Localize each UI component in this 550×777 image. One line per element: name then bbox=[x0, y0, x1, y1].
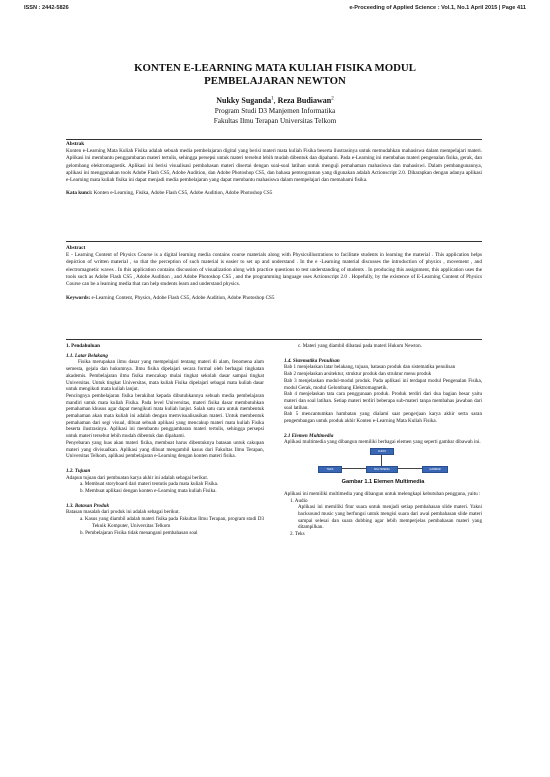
figure-caption: Gambar 1.1 Elemen Multimedia bbox=[341, 479, 425, 486]
abstrak-keywords bbox=[66, 190, 482, 197]
issn: ISSN : 2442-5826 bbox=[24, 5, 69, 11]
paragraph: Pencingnya pembelajaran fisika berakibat kepada dibutuhkannya sebuah media pembelajaran mandiri untuk mata kuliah Fisika. Pada level Universitas, materi fisika dasar membutuhkan pemahaman khusus agar dapat mengikuti mata kuliah lanjut. Salah satu cara untuk membentuk pemahaman akan mata kuliah ini adalah dengan memvisualisasikan materi. Untuk membentuk pemahaman dari segi visual, dibuat sebuah aplikasi yang mencakup materi mata kuliah Fisika beserta ilustrasinya. Aplikasi ini membantu penggambaran materi tertulis, sehingga persepsi untuk materi tersebut lebih mudah dibentuk dan dipahami. bbox=[66, 392, 264, 440]
section-heading: 1. Pendahuluan bbox=[66, 343, 100, 349]
paragraph: Aplikasi ini memiliki fitur suara untuk menjadi setiap pembahasan slide materi. Yakni backsound music yang berfungsi untuk mengisi suara dari awal pembahasan slide materi sampai selesai dan suara dubbing agar lebih memperjelas pembahasan materi yang ditampilkan. bbox=[298, 504, 482, 531]
author-sep: , bbox=[273, 96, 278, 105]
paragraph: Aplikasi ini memiliki multimedia yang dibangun untuk melengkapi kebutuhan pengguna, yaitu : bbox=[284, 490, 481, 497]
paragraph: Adapun tujuan dari pembuatan karya akhir ini adalah sebagai berikut. bbox=[66, 474, 209, 481]
paragraph: Bab 3 menjelaskan modul-modul produk. Pada aplikasi ini terdapat modul Pengenalan Fisika, modul Gerak, modul Gelombang Elektromagnetik. bbox=[284, 377, 482, 391]
author-name: Reza Budiawan bbox=[277, 96, 332, 105]
list-item: b. Membuat aplikasi dengan konten e-Learning mata kuliah Fisika. bbox=[80, 488, 217, 495]
subsection-heading: 1.2. Tujuan bbox=[66, 467, 91, 474]
keywords-text: Konten e-Learning, Fisika, Adobe Flash CS5, Adobe Audition, Adobe Photoshop CS5 bbox=[93, 190, 273, 197]
author-sup: 1 bbox=[271, 96, 274, 102]
diagram-node-gambar: GAMBAR bbox=[422, 466, 448, 473]
list-item: b. Pembelajaran Fisika tidak menangani pembahasan soal bbox=[80, 529, 198, 536]
title-line: PEMBELAJARAN NEWTON bbox=[204, 75, 346, 87]
paragraph: Bab 1 menjelaskan latar belakang, tujuan, batasan produk dan sistematika penulisan bbox=[284, 364, 456, 371]
diagram-node-teks: TEKS bbox=[318, 466, 342, 473]
author-sup: 2 bbox=[331, 96, 334, 102]
affiliation-program: Program Studi D3 Manjemen Informatika bbox=[214, 107, 336, 115]
abstrak-heading: Abstrak bbox=[66, 141, 85, 147]
diagram-node-audio: AUDIO bbox=[370, 448, 394, 455]
paragraph: Bab 2 menjelaskan arsitektur, struktur produk dan struktur menu produk bbox=[284, 371, 432, 378]
subsection-heading: 2.1 Elemen Multimedia bbox=[284, 432, 334, 439]
running-header bbox=[24, 5, 526, 11]
abstract-section bbox=[66, 245, 482, 302]
author-name: Nukky Suganda bbox=[216, 96, 272, 105]
keywords-label: Keywords: bbox=[66, 295, 91, 302]
authors bbox=[0, 96, 550, 105]
paper-title bbox=[0, 62, 550, 88]
paragraph: Bab 4 menjelaskan tata cara penggunaan produk. Produk terdiri dari dua bagian besar yaitu materi dan soal latihan. Setiap materi terdiri beberapa sub-materi tanpa membahas jawaban dari soal latihan. bbox=[284, 391, 482, 411]
abstrak-section bbox=[66, 141, 482, 197]
left-column bbox=[66, 343, 264, 536]
abstract-keywords bbox=[66, 295, 482, 302]
abstract-heading: Abstract bbox=[66, 245, 86, 251]
proceeding-info: e-Proceeding of Applied Science : Vol.1, No.1 April 2015 | Page 411 bbox=[349, 5, 526, 11]
divider bbox=[66, 339, 482, 340]
paragraph: Batasan masalah dari produk ini adalah sebagai berikut. bbox=[66, 509, 180, 516]
title-line: KONTEN E-LEARNING MATA KULIAH FISIKA MODUL bbox=[134, 62, 416, 74]
right-column bbox=[284, 343, 482, 538]
divider bbox=[66, 241, 482, 242]
list-item: c. Materi yang diambil dibatasi pada materi Hukum Newton. bbox=[298, 343, 422, 349]
list-item: a. Kasus yang diambil adalah materi fisika pada Fakultas Ilmu Terapan, program studi D3 Teknik Komputer, Universitas Telkom bbox=[80, 516, 264, 529]
list-item: a. Membuat storyboard dari materi tentutis pada mata kuliah Fisika. bbox=[80, 481, 219, 488]
paragraph: Penyebaran yang luas akan materi fisika, membuat harus dibentuknya batasan untuk cakupan materi yang divisualkan. Aplikasi yang dibuat mengambil kasus dari Fakultas Ilmu Terapan, Universitas Telkom, aplikasi pembelajaran e-Learning dengan konten materi fisika. bbox=[66, 439, 264, 460]
paragraph: Fisika merupakan ilmu dasar yang mempelajari tentang materi di alam, fenomena alam semesta, gejala dan hukumnya. Ilmu fisika dipelajari secara formal oleh berbagai tingkatan akademis. Pembelajaran ilmu fisika mencakup mulai tingkat sekolah dasar sampai tingkat Universitas. Untuk tingkat Universitas, mata kuliah Fisika dipelajari sebagai mata kuliah dasar untuk mengikuti mata kuliah lanjut. bbox=[66, 359, 264, 393]
keywords-label: Kata kunci: bbox=[66, 190, 93, 197]
multimedia-diagram bbox=[284, 448, 482, 476]
paragraph: Aplikasi multimedia yang dibangun memiliki berbagai elemen yang seperti gambar dibawah ini. bbox=[284, 439, 481, 446]
affiliation-faculty: Fakultas Ilmu Terapan Universitas Telkom bbox=[213, 117, 337, 125]
subsection-heading: 1.1. Latar Belakang bbox=[66, 352, 108, 359]
list-item: 1. Audio bbox=[290, 497, 308, 504]
abstrak-text: Konten e-Learning Mata Kuliah Fisika adalah sebuah media pembelajaran digital yang berisi materi mata kuliah Fisika beserta ilustrasinya untuk memudahkan mahasiswa dalam mempelajari materi. Aplikasi ini membantu penggambaran materi tertulis, sehingga persepsi untuk materi tersebut lebih mudah dibentuk dan dipahami. Pada e-Learning ini membahas materi pengenalan fisika, gerak, dan gelombang elektromagnetik. Aplikasi ini berisi visualisasi pembahasan materi disertai dengan soal-soal latihan untuk menguji pemahaman mahasiswa dan mahasiswi. Dalam pembangunannya, aplikasi ini menggunakan tools Adobe Flash CS5, Adobe Audition, dan Adobe Photoshop CS5, dan bahasa pemrograman yang digunakan adalah Actionscript 2.0. Diharapkan dengan adanya aplikasi e-Learning mata kuliah fisika ini dapat menjadi media pembelajaran yang dapat membantu mahasiswa dalam mempelajari dan memahami fisika. bbox=[66, 148, 482, 184]
keywords-text: e-Learning Content, Physics, Adobe Flash CS5, Adobe Audition, Adobe Photoshop CS5 bbox=[91, 295, 275, 302]
divider bbox=[66, 139, 482, 140]
subsection-heading: 1.3. Batasan Produk bbox=[66, 502, 110, 509]
diagram-node-multimedia: MULTIMEDIA bbox=[366, 466, 398, 473]
subsection-heading: 1.4. Sistematika Penulisan bbox=[284, 357, 340, 364]
paragraph: Bab 5 mencantumkan hambatan yang dialami saat pengerjaan karya akhir serta saran pengembangan untuk produk akhir Konten e-Learning Mata Kuliah Fisika. bbox=[284, 411, 482, 425]
abstract-text: E - Learning Content of Physics Course is a digital learning media contains course materials along with Physicsillustrations to facilitate students in learning the material . This application helps depiction of written material , so that the perception of such material is easier to set up and understand . In the e -Learning material discusses the introduction of physics , movement , and electromagnetic waves . In this application contains discussion of visualization along with practice questions to test understanding of students . In producing this assignment, this application uses the tools such as Adobe Flash CS5 , Adobe Audition , and Adobe Photoshop CS5 , and the programming language uses Actionscript 2.0 . Hopefully, by the existence of E-Learning Content of Physics Course can be a learning media that can help students learn and understand physics. bbox=[66, 252, 482, 288]
list-item: 2. Teks bbox=[290, 531, 305, 538]
